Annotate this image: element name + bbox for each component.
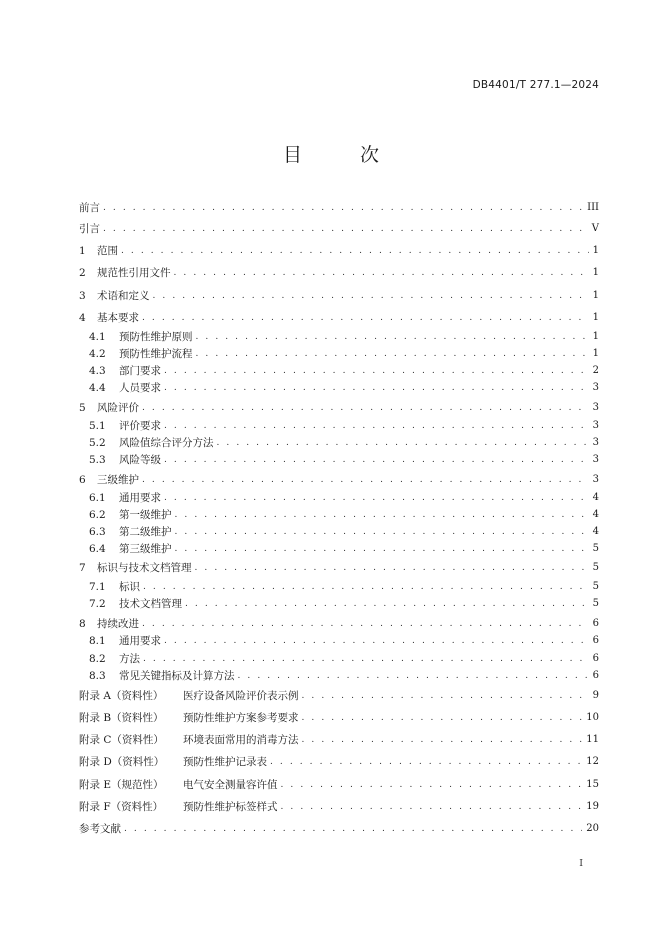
toc-entry-number: 1 xyxy=(79,245,86,257)
toc-entry-page: 1 xyxy=(592,312,599,323)
toc-entry-label: 环境表面常用的消毒方法 xyxy=(183,734,299,746)
toc-entry[interactable] xyxy=(79,400,599,416)
toc-leader-dots xyxy=(164,363,589,379)
toc-leader-dots xyxy=(164,490,589,506)
toc-entry-page: 5 xyxy=(592,581,599,592)
toc-leader-dots xyxy=(164,380,589,396)
toc-entry-number: 4.1 xyxy=(89,331,106,343)
toc-entry-page: 5 xyxy=(592,598,599,609)
toc-entry-number: 8.1 xyxy=(89,635,106,647)
toc-leader-dots xyxy=(217,435,589,451)
toc-entry-page: 1 xyxy=(592,331,599,342)
toc-leader-dots xyxy=(142,616,589,632)
toc-entry-number: 6.3 xyxy=(89,526,106,538)
toc-leader-dots xyxy=(174,265,589,281)
toc-entry[interactable] xyxy=(79,560,599,576)
toc-entry-page: 10 xyxy=(586,712,599,723)
toc-entry-number: 附录 B（资料性） xyxy=(79,712,164,724)
toc-entry-page: 1 xyxy=(592,348,599,359)
toc-entry[interactable] xyxy=(79,710,599,726)
toc-entry[interactable] xyxy=(79,799,599,815)
toc-leader-dots xyxy=(175,524,589,540)
toc-entry-page: 4 xyxy=(592,509,599,520)
toc-entry-label: 术语和定义 xyxy=(97,290,150,302)
toc-entry-page: 1 xyxy=(592,267,599,278)
toc-entry-page: 3 xyxy=(592,420,599,431)
toc-entry-label: 规范性引用文件 xyxy=(97,267,171,279)
toc-leader-dots xyxy=(103,221,588,237)
toc-entry-number: 7 xyxy=(79,562,86,574)
toc-entry[interactable] xyxy=(79,310,599,326)
toc-entry-page: III xyxy=(587,202,599,213)
toc-entry[interactable] xyxy=(79,821,599,837)
toc-entry-number: 8.2 xyxy=(89,653,106,665)
toc-entry-label: 前言 xyxy=(79,202,100,214)
toc-leader-dots xyxy=(164,633,589,649)
toc-entry-label: 通用要求 xyxy=(119,492,161,504)
toc-entry[interactable] xyxy=(89,329,599,345)
toc-leader-dots xyxy=(196,329,589,345)
toc-leader-dots xyxy=(185,596,589,612)
toc-entry-page: 5 xyxy=(592,543,599,554)
toc-entry-page: 20 xyxy=(586,823,599,834)
toc-leader-dots xyxy=(238,668,589,684)
toc-entry[interactable] xyxy=(79,243,599,259)
toc-leader-dots xyxy=(270,754,582,770)
toc-entry[interactable] xyxy=(89,380,599,396)
toc-leader-dots xyxy=(124,821,582,837)
toc-entry-page: 15 xyxy=(586,779,599,790)
toc-entry-label: 范围 xyxy=(97,245,118,257)
toc-entry-number: 6.1 xyxy=(89,492,106,504)
toc-entry-label: 常见关键指标及计算方法 xyxy=(119,670,235,682)
toc-entry-number: 5 xyxy=(79,402,86,414)
toc-entry-label: 技术文档管理 xyxy=(119,598,182,610)
toc-entry-number: 4.4 xyxy=(89,382,106,394)
toc-leader-dots xyxy=(196,346,589,362)
toc-entry-number: 6 xyxy=(79,474,86,486)
toc-entry[interactable] xyxy=(79,265,599,281)
toc-leader-dots xyxy=(142,400,589,416)
toc-entry-page: 4 xyxy=(592,526,599,537)
toc-leader-dots xyxy=(121,243,589,259)
toc-entry-number: 附录 F（资料性） xyxy=(79,801,164,813)
toc-entry-label: 医疗设备风险评价表示例 xyxy=(183,690,299,702)
toc-entry[interactable] xyxy=(89,418,599,434)
toc-entry-label: 预防性维护原则 xyxy=(119,331,193,343)
toc-entry-label: 风险评价 xyxy=(97,402,139,414)
toc-entry-page: 9 xyxy=(592,690,599,701)
toc-entry[interactable] xyxy=(79,732,599,748)
toc-entry-label: 评价要求 xyxy=(119,420,161,432)
toc-entry-label: 预防性维护流程 xyxy=(119,348,193,360)
toc-entry[interactable] xyxy=(89,541,599,557)
toc-entry-label: 引言 xyxy=(79,223,100,235)
toc-entry-label: 三级维护 xyxy=(97,474,139,486)
toc-entry-number: 7.2 xyxy=(89,598,106,610)
toc-entry[interactable] xyxy=(79,221,599,237)
toc-entry-page: 3 xyxy=(592,437,599,448)
toc-entry-page: 3 xyxy=(592,474,599,485)
toc-entry-label: 持续改进 xyxy=(97,618,139,630)
toc-leader-dots xyxy=(103,200,583,216)
toc-entry-label: 预防性维护标签样式 xyxy=(183,801,278,813)
toc-entry[interactable] xyxy=(89,507,599,523)
toc-leader-dots xyxy=(175,507,589,523)
toc-leader-dots xyxy=(302,710,583,726)
toc-entry-number: 4.2 xyxy=(89,348,106,360)
toc-entry-label: 第二级维护 xyxy=(119,526,172,538)
toc-entry-number: 附录 E（规范性） xyxy=(79,779,164,791)
toc-entry-number: 4.3 xyxy=(89,365,106,377)
toc-entry-page: 2 xyxy=(592,365,599,376)
toc-entry[interactable] xyxy=(89,346,599,362)
toc-leader-dots xyxy=(302,688,589,704)
toc-entry-label: 部门要求 xyxy=(119,365,161,377)
toc-entry-label: 预防性维护记录表 xyxy=(183,756,267,768)
toc-entry[interactable] xyxy=(79,200,599,216)
toc-entry-page: V xyxy=(591,223,599,234)
document-code: DB4401/T 277.1—2024 xyxy=(472,79,599,91)
toc-entry-number: 4 xyxy=(79,312,86,324)
toc-entry-label: 预防性维护方案参考要求 xyxy=(183,712,299,724)
toc-entry-number: 附录 A（资料性） xyxy=(79,690,164,702)
toc-entry-number: 7.1 xyxy=(89,581,106,593)
toc-leader-dots xyxy=(164,452,589,468)
toc-entry-page: 12 xyxy=(586,756,599,767)
toc-entry[interactable] xyxy=(89,435,599,451)
toc-leader-dots xyxy=(281,799,583,815)
toc-entry[interactable] xyxy=(79,616,599,632)
toc-entry-label: 参考文献 xyxy=(79,823,121,835)
toc-entry-label: 标识 xyxy=(119,581,140,593)
toc-entry-page: 11 xyxy=(586,734,599,745)
toc-entry[interactable] xyxy=(89,524,599,540)
toc-entry-number: 8.3 xyxy=(89,670,106,682)
toc-entry[interactable] xyxy=(89,633,599,649)
toc-entry-label: 通用要求 xyxy=(119,635,161,647)
toc-leader-dots xyxy=(281,777,583,793)
toc-entry-label: 第三级维护 xyxy=(119,543,172,555)
toc-entry-number: 附录 C（资料性） xyxy=(79,734,164,746)
toc-entry-label: 风险等级 xyxy=(119,454,161,466)
toc-leader-dots xyxy=(143,579,589,595)
toc-entry[interactable] xyxy=(89,363,599,379)
toc-entry[interactable] xyxy=(79,472,599,488)
toc-entry-label: 方法 xyxy=(119,653,140,665)
toc-entry[interactable] xyxy=(79,688,599,704)
toc-entry-label: 人员要求 xyxy=(119,382,161,394)
toc-leader-dots xyxy=(175,541,589,557)
toc-entry-page: 6 xyxy=(592,653,599,664)
toc-leader-dots xyxy=(164,418,589,434)
toc-entry-number: 6.2 xyxy=(89,509,106,521)
toc-leader-dots xyxy=(195,560,589,576)
toc-entry-label: 风险值综合评分方法 xyxy=(119,437,214,449)
toc-entry-number: 3 xyxy=(79,290,86,302)
toc-entry[interactable] xyxy=(89,668,599,684)
toc-entry[interactable] xyxy=(89,452,599,468)
toc-leader-dots xyxy=(302,732,583,748)
toc-entry[interactable] xyxy=(89,490,599,506)
page-number: I xyxy=(579,858,583,869)
toc-entry[interactable] xyxy=(89,651,599,667)
toc-entry-number: 5.3 xyxy=(89,454,106,466)
toc-entry-number: 6.4 xyxy=(89,543,106,555)
toc-entry-number: 5.1 xyxy=(89,420,106,432)
toc-entry-page: 6 xyxy=(592,618,599,629)
toc-entry-page: 5 xyxy=(592,562,599,573)
toc-entry-label: 标识与技术文档管理 xyxy=(97,562,192,574)
toc-entry-label: 电气安全测量容许值 xyxy=(183,779,278,791)
toc-leader-dots xyxy=(142,310,589,326)
toc-entry-number: 2 xyxy=(79,267,86,279)
toc-entry-label: 基本要求 xyxy=(97,312,139,324)
toc-entry[interactable] xyxy=(79,777,599,793)
toc-entry-number: 附录 D（资料性） xyxy=(79,756,165,768)
toc-entry-page: 1 xyxy=(592,290,599,301)
toc-entry-page: 19 xyxy=(586,801,599,812)
toc-entry-page: 3 xyxy=(592,382,599,393)
toc-entry-page: 6 xyxy=(592,635,599,646)
toc-entry-page: 4 xyxy=(592,492,599,503)
toc-entry[interactable] xyxy=(79,288,599,304)
toc-entry-page: 1 xyxy=(592,245,599,256)
toc-entry[interactable] xyxy=(79,754,599,770)
toc-entry[interactable] xyxy=(89,596,599,612)
toc-entry-page: 3 xyxy=(592,402,599,413)
toc-entry-number: 5.2 xyxy=(89,437,106,449)
toc-leader-dots xyxy=(142,472,589,488)
page-title: 目 次 xyxy=(282,144,406,166)
toc-entry-page: 3 xyxy=(592,454,599,465)
toc-entry-number: 8 xyxy=(79,618,86,630)
toc-entry[interactable] xyxy=(89,579,599,595)
toc-leader-dots xyxy=(153,288,589,304)
toc-entry-page: 6 xyxy=(592,670,599,681)
toc-leader-dots xyxy=(143,651,589,667)
toc-entry-label: 第一级维护 xyxy=(119,509,172,521)
